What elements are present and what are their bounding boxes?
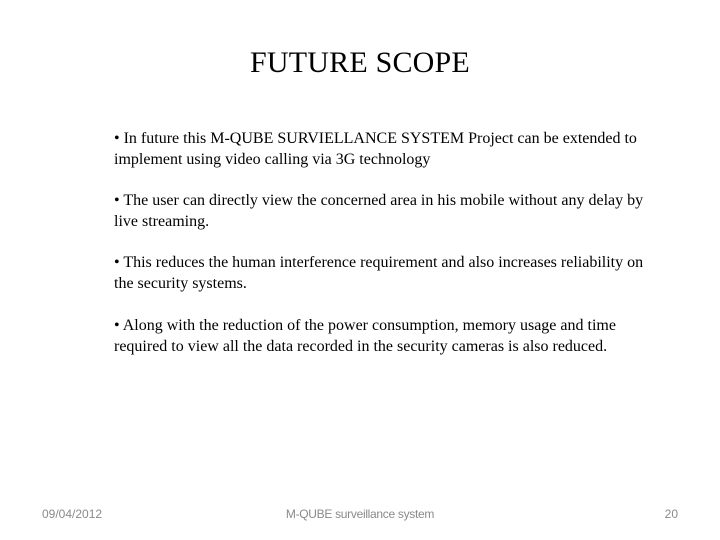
footer-title: M-QUBE surveillance system: [285, 507, 435, 521]
bullet-item: • This reduces the human interference requirement and also increases reliability on the security systems.: [114, 254, 644, 292]
slide-number: 20: [664, 507, 678, 521]
bullet-item: • The user can directly view the concerned area in his mobile without any delay by live streaming.: [114, 192, 644, 230]
bullet-list: [114, 128, 659, 357]
bullet-item: • In future this M-QUBE SURVIELLANCE SYSTEM Project can be extended to implement using video calling via 3G technology: [114, 130, 637, 168]
bullet-item: • Along with the reduction of the power consumption, memory usage and time required to view all the data recorded in the security cameras is also reduced.: [114, 317, 616, 355]
slide-title: FUTURE SCOPE: [250, 46, 470, 79]
footer-date: 09/04/2012: [42, 507, 103, 521]
